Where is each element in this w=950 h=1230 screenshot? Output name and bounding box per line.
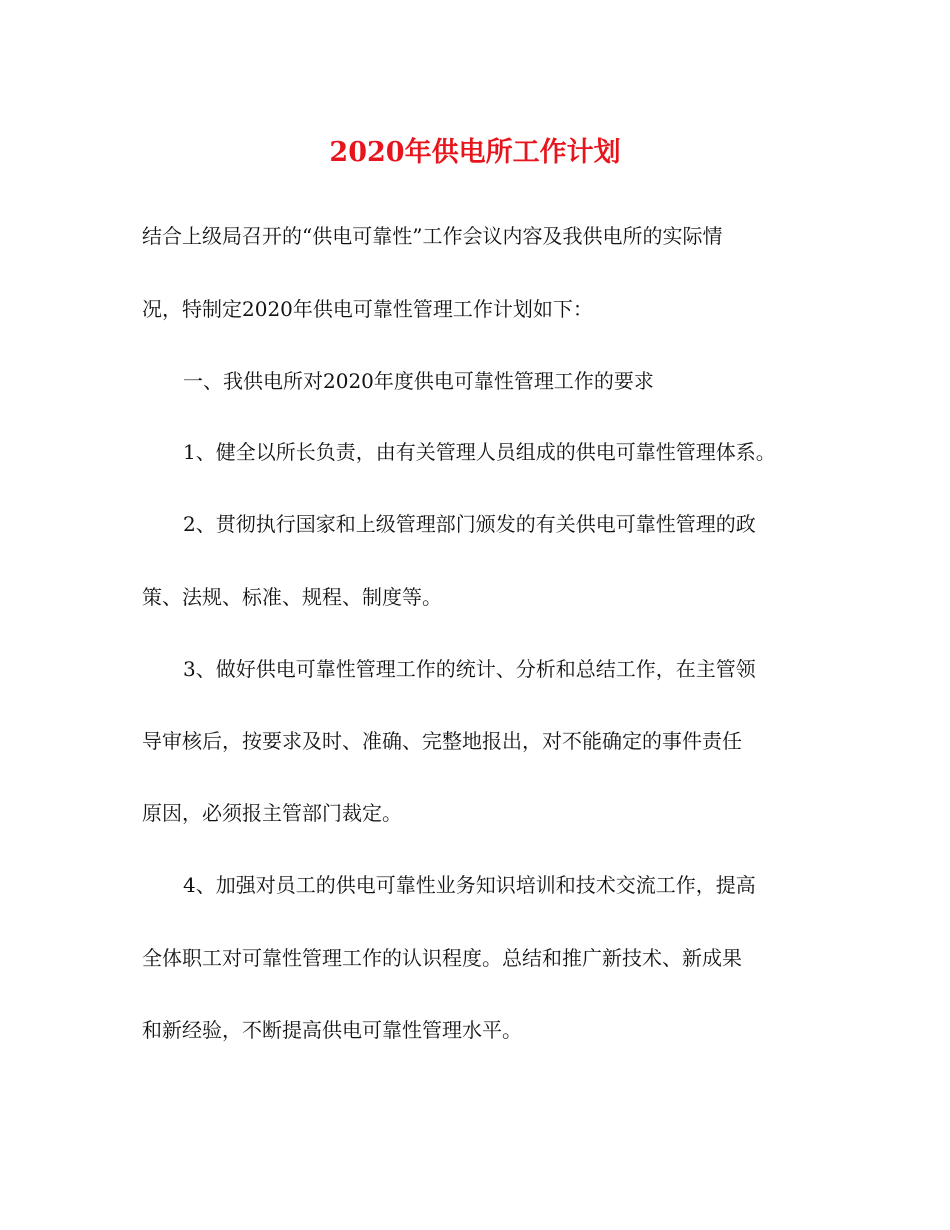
paragraph-line: 结合上级局召开的“供电可靠性”工作会议内容及我供电所的实际情	[142, 224, 723, 248]
list-item: 4、加强对员工的供电可靠性业务知识培训和技术交流工作，提高	[183, 873, 756, 897]
list-item: 1、健全以所长负责，由有关管理人员组成的供电可靠性管理体系。	[183, 440, 776, 464]
list-item-continuation: 原因，必须报主管部门裁定。	[142, 801, 402, 825]
section-heading: 一、我供电所对2020年度供电可靠性管理工作的要求	[183, 369, 654, 393]
list-item-continuation: 全体职工对可靠性管理工作的认识程度。总结和推广新技术、新成果	[142, 946, 742, 970]
paragraph-line: 况，特制定2020年供电可靠性管理工作计划如下：	[142, 297, 593, 321]
list-item-continuation: 和新经验，不断提高供电可靠性管理水平。	[142, 1018, 522, 1042]
list-item: 2、贯彻执行国家和上级管理部门颁发的有关供电可靠性管理的政	[183, 512, 756, 536]
list-item-continuation: 导审核后，按要求及时、准确、完整地报出，对不能确定的事件责任	[142, 729, 742, 753]
document-title: 2020年供电所工作计划	[329, 137, 621, 168]
list-item-continuation: 策、法规、标准、规程、制度等。	[142, 585, 442, 609]
list-item: 3、做好供电可靠性管理工作的统计、分析和总结工作，在主管领	[183, 657, 756, 681]
